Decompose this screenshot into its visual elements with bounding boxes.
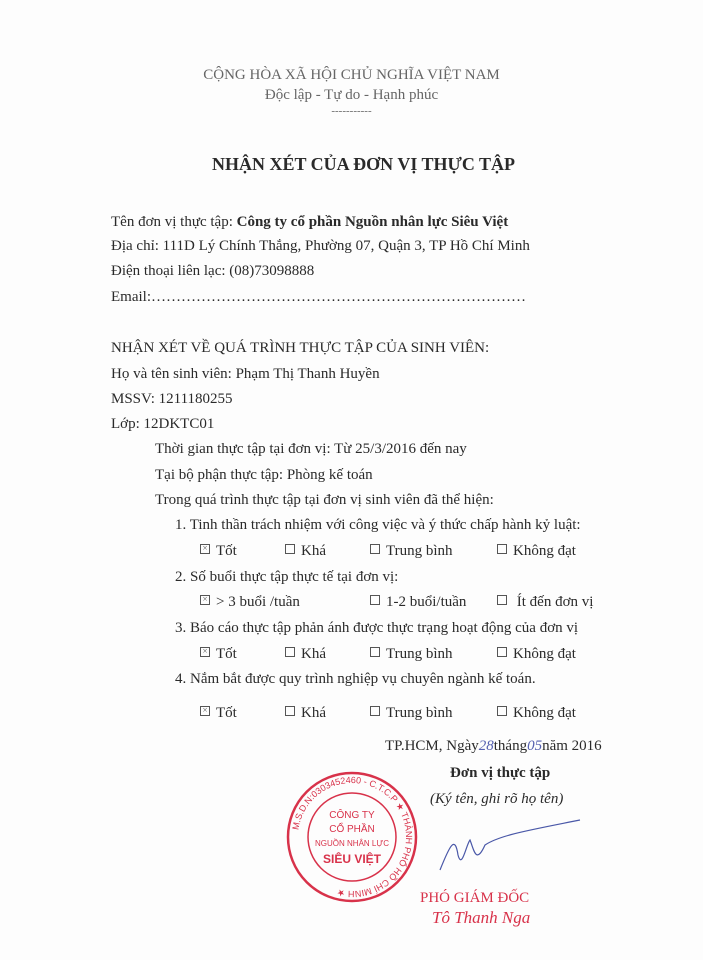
checkbox-icon[interactable] [285,647,295,657]
date-prefix: TP.HCM, Ngày [385,738,479,754]
checkbox-option[interactable] [285,704,326,722]
checkbox-option[interactable] [200,593,300,611]
handwritten-signature [430,815,590,875]
option-label: Khá [301,646,326,662]
option-label: > 3 buổi /tuần [216,594,300,610]
svg-text:M.S.D.N:0303452460 - C.T.C.P ★: M.S.D.N:0303452460 - C.T.C.P ★ THÀNH PHỐ HỒ CHÍ MINH ★ [290,774,415,900]
student-id: MSSV: 1211180255 [111,391,233,407]
unit-email: Email:………………………………………………………………… [111,289,526,305]
criterion-label: 4. Nắm bắt được quy trình nghiệp vụ chuyên ngành kế toán. [175,671,536,687]
checkbox-icon[interactable] [285,706,295,716]
section-title: NHẬN XÉT VỀ QUÁ TRÌNH THỰC TẬP CỦA SINH VIÊN: [111,340,490,356]
checkbox-option[interactable] [200,542,237,560]
document-title: NHẬN XÉT CỦA ĐƠN VỊ THỰC TẬP [211,154,516,174]
checkbox-icon[interactable] [497,544,507,554]
checkbox-option[interactable] [200,704,237,722]
checkbox-option[interactable] [370,542,453,560]
student-name: Họ và tên sinh viên: Phạm Thị Thanh Huyền [111,366,380,382]
checkbox-option[interactable] [370,593,466,611]
option-label: Tốt [216,543,237,559]
checkbox-option[interactable] [497,645,576,663]
svg-text:SIÊU VIỆT: SIÊU VIỆT [322,852,382,866]
unit-name-value: Công ty cổ phần Nguồn nhân lực Siêu Việt [236,214,509,230]
month-handwritten: 05 [527,738,543,754]
country-header: CỘNG HÒA XÃ HỘI CHỦ NGHĨA VIỆT NAM [203,67,500,83]
unit-phone: Điện thoại liên lạc: (08)73098888 [111,263,315,279]
checkbox-option[interactable] [370,704,453,722]
motto: Độc lập - Tự do - Hạnh phúc [264,87,439,103]
checkbox-option[interactable] [497,542,576,560]
unit-name [111,213,508,231]
checkbox-icon[interactable] [285,544,295,554]
svg-text:CÔNG TY: CÔNG TY [329,810,375,821]
evaluation-intro: Trong quá trình thực tập tại đơn vị sinh viên đã thể hiện: [155,492,494,508]
option-label: Khá [301,705,326,721]
day-handwritten: 28 [478,738,494,754]
checkbox-option[interactable] [497,593,593,611]
option-label: 1-2 buổi/tuần [386,594,467,610]
year-part: năm 2016 [542,738,602,754]
option-label: Trung bình [386,705,453,721]
date-line [385,737,602,755]
option-label: Không đạt [513,543,576,559]
checkbox-icon[interactable] [370,706,380,716]
checkbox-option[interactable] [285,542,326,560]
checked-box-icon[interactable] [200,706,210,716]
checkbox-icon[interactable] [370,595,380,605]
checkbox-icon[interactable] [370,544,380,554]
option-label: Khá [301,543,326,559]
option-label: Ít đến đơn vị [513,594,594,610]
checkbox-icon[interactable] [497,706,507,716]
option-label: Trung bình [386,543,453,559]
option-label: Tốt [216,646,237,662]
checkbox-icon[interactable] [370,647,380,657]
option-label: Không đạt [513,646,576,662]
checkbox-icon[interactable] [497,647,507,657]
option-label: Không đạt [513,705,576,721]
signature-note: (Ký tên, ghi rõ họ tên) [430,791,564,807]
criterion-label: 3. Báo cáo thực tập phản ánh được thực trạng hoạt động của đơn vị [175,620,579,636]
signer-name: Tô Thanh Nga [432,908,531,927]
checkbox-option[interactable] [285,645,326,663]
checked-box-icon[interactable] [200,544,210,554]
signing-unit: Đơn vị thực tập [450,765,551,781]
unit-name-label: Tên đơn vị thực tập: [111,214,237,230]
checkbox-option[interactable] [370,645,453,663]
internship-department: Tại bộ phận thực tập: Phòng kế toán [155,467,373,483]
separator: ----------- [331,105,372,117]
student-class: Lớp: 12DKTC01 [111,416,215,432]
option-label: Trung bình [386,646,453,662]
criterion-label: 2. Số buổi thực tập thực tế tại đơn vị: [175,569,399,585]
svg-text:CỔ PHẦN: CỔ PHẦN [329,824,375,835]
checked-box-icon[interactable] [200,595,210,605]
company-stamp [285,770,419,904]
checkbox-icon[interactable] [497,595,507,605]
checked-box-icon[interactable] [200,647,210,657]
svg-text:NGUỒN NHÂN LỰC: NGUỒN NHÂN LỰC [315,839,389,848]
unit-address: Địa chỉ: 111D Lý Chính Thắng, Phường 07, Quận 3, TP Hồ Chí Minh [111,238,530,254]
checkbox-option[interactable] [200,645,237,663]
internship-period: Thời gian thực tập tại đơn vị: Từ 25/3/2016 đến nay [155,441,467,457]
signer-position: PHÓ GIÁM ĐỐC [420,890,530,906]
checkbox-option[interactable] [497,704,576,722]
criterion-label: 1. Tinh thần trách nhiệm với công việc và ý thức chấp hành kỷ luật: [175,517,581,533]
month-word: tháng [493,738,528,754]
option-label: Tốt [216,705,237,721]
